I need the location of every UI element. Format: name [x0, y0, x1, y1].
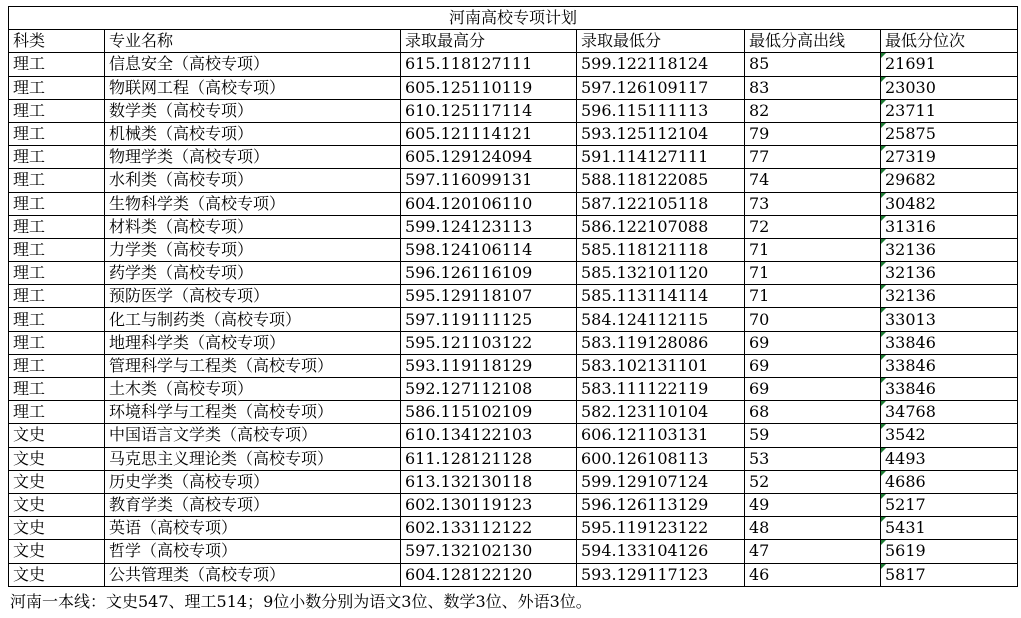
- cell-min-rank[interactable]: 27319: [881, 146, 1018, 169]
- table-row: [9, 285, 1018, 308]
- cell-min-score[interactable]: 593.129117123: [577, 563, 745, 586]
- cell-min-score[interactable]: 585.132101120: [577, 262, 745, 285]
- cell-min-rank[interactable]: 30482: [881, 192, 1018, 215]
- cell-min-rank[interactable]: 31316: [881, 215, 1018, 238]
- cell-category[interactable]: 理工: [9, 378, 105, 401]
- cell-category[interactable]: 理工: [9, 192, 105, 215]
- cell-major-name[interactable]: 信息安全（高校专项）: [105, 53, 401, 76]
- table-row: [9, 401, 1018, 424]
- header-max-score[interactable]: 录取最高分: [401, 30, 577, 53]
- cell-major-name[interactable]: 化工与制药类（高校专项）: [105, 308, 401, 331]
- cell-min-score[interactable]: 600.126108113: [577, 447, 745, 470]
- cell-min-rank[interactable]: 5619: [881, 540, 1018, 563]
- cell-category[interactable]: 理工: [9, 262, 105, 285]
- cell-category[interactable]: 理工: [9, 401, 105, 424]
- cell-min-score[interactable]: 585.113114114: [577, 285, 745, 308]
- cell-major-name[interactable]: 马克思主义理论类（高校专项）: [105, 447, 401, 470]
- cell-min-score[interactable]: 583.102131101: [577, 354, 745, 377]
- cell-max-score[interactable]: 592.127112108: [401, 378, 577, 401]
- table-row: [9, 262, 1018, 285]
- header-row: [9, 30, 1018, 53]
- cell-major-name[interactable]: 公共管理类（高校专项）: [105, 563, 401, 586]
- cell-min-score[interactable]: 586.122107088: [577, 215, 745, 238]
- cell-category[interactable]: 文史: [9, 447, 105, 470]
- table-row: [9, 470, 1018, 493]
- cell-min-rank[interactable]: 34768: [881, 401, 1018, 424]
- cell-category[interactable]: 文史: [9, 517, 105, 540]
- cell-above-line[interactable]: 73: [745, 192, 881, 215]
- cell-min-rank[interactable]: 33846: [881, 378, 1018, 401]
- cell-category[interactable]: 理工: [9, 285, 105, 308]
- cell-category[interactable]: 理工: [9, 169, 105, 192]
- cell-category[interactable]: 文史: [9, 424, 105, 447]
- cell-min-rank[interactable]: 4493: [881, 447, 1018, 470]
- table-row: [9, 99, 1018, 122]
- table-row: [9, 308, 1018, 331]
- cell-max-score[interactable]: 605.129124094: [401, 146, 577, 169]
- cell-major-name[interactable]: 物联网工程（高校专项）: [105, 76, 401, 99]
- cell-min-score[interactable]: 606.121103131: [577, 424, 745, 447]
- cell-above-line[interactable]: 69: [745, 331, 881, 354]
- table-row: [9, 146, 1018, 169]
- cell-above-line[interactable]: 68: [745, 401, 881, 424]
- cell-above-line[interactable]: 74: [745, 169, 881, 192]
- cell-max-score[interactable]: 610.125117114: [401, 99, 577, 122]
- cell-category[interactable]: 理工: [9, 146, 105, 169]
- cell-category[interactable]: 理工: [9, 238, 105, 261]
- table-row: [9, 563, 1018, 586]
- table-row: [9, 517, 1018, 540]
- cell-above-line[interactable]: 79: [745, 122, 881, 145]
- cell-above-line[interactable]: 59: [745, 424, 881, 447]
- cell-category[interactable]: 理工: [9, 76, 105, 99]
- table-row: [9, 424, 1018, 447]
- cell-min-score[interactable]: 595.119123122: [577, 517, 745, 540]
- cell-max-score[interactable]: 595.121103122: [401, 331, 577, 354]
- header-min-score[interactable]: 录取最低分: [577, 30, 745, 53]
- table-row: [9, 192, 1018, 215]
- cell-category[interactable]: 理工: [9, 308, 105, 331]
- cell-above-line[interactable]: 82: [745, 99, 881, 122]
- cell-category[interactable]: 理工: [9, 53, 105, 76]
- cell-min-score[interactable]: 594.133104126: [577, 540, 745, 563]
- table-row: [9, 122, 1018, 145]
- cell-major-name[interactable]: 预防医学（高校专项）: [105, 285, 401, 308]
- table-title[interactable]: 河南高校专项计划: [9, 7, 1018, 30]
- cell-category[interactable]: 理工: [9, 122, 105, 145]
- cell-major-name[interactable]: 哲学（高校专项）: [105, 540, 401, 563]
- cell-major-name[interactable]: 药学类（高校专项）: [105, 262, 401, 285]
- cell-above-line[interactable]: 48: [745, 517, 881, 540]
- cell-above-line[interactable]: 71: [745, 238, 881, 261]
- cell-major-name[interactable]: 材料类（高校专项）: [105, 215, 401, 238]
- cell-min-rank[interactable]: 32136: [881, 262, 1018, 285]
- cell-max-score[interactable]: 602.133112122: [401, 517, 577, 540]
- cell-major-name[interactable]: 土木类（高校专项）: [105, 378, 401, 401]
- cell-min-rank[interactable]: 33846: [881, 354, 1018, 377]
- cell-category[interactable]: 文史: [9, 563, 105, 586]
- cell-max-score[interactable]: 595.129118107: [401, 285, 577, 308]
- cell-max-score[interactable]: 597.119111125: [401, 308, 577, 331]
- cell-min-rank[interactable]: 21691: [881, 53, 1018, 76]
- cell-min-rank[interactable]: 25875: [881, 122, 1018, 145]
- cell-above-line[interactable]: 71: [745, 262, 881, 285]
- cell-above-line[interactable]: 77: [745, 146, 881, 169]
- cell-max-score[interactable]: 599.124123113: [401, 215, 577, 238]
- cell-above-line[interactable]: 71: [745, 285, 881, 308]
- cell-above-line[interactable]: 72: [745, 215, 881, 238]
- cell-category[interactable]: 理工: [9, 354, 105, 377]
- cell-major-name[interactable]: 地理科学类（高校专项）: [105, 331, 401, 354]
- cell-min-score[interactable]: 593.125112104: [577, 122, 745, 145]
- cell-max-score[interactable]: 610.134122103: [401, 424, 577, 447]
- cell-min-score[interactable]: 583.111122119: [577, 378, 745, 401]
- header-min-rank[interactable]: 最低分位次: [881, 30, 1018, 53]
- header-category[interactable]: 科类: [9, 30, 105, 53]
- table-row: [9, 331, 1018, 354]
- cell-min-rank[interactable]: 5817: [881, 563, 1018, 586]
- cell-category[interactable]: 理工: [9, 331, 105, 354]
- header-above-line[interactable]: 最低分高出线: [745, 30, 881, 53]
- cell-min-rank[interactable]: 33846: [881, 331, 1018, 354]
- table-row: [9, 354, 1018, 377]
- cell-major-name[interactable]: 水利类（高校专项）: [105, 169, 401, 192]
- cell-above-line[interactable]: 70: [745, 308, 881, 331]
- cell-max-score[interactable]: 615.118127111: [401, 53, 577, 76]
- cell-min-rank[interactable]: 3542: [881, 424, 1018, 447]
- table-row: [9, 540, 1018, 563]
- table-row: [9, 378, 1018, 401]
- cell-min-score[interactable]: 588.118122085: [577, 169, 745, 192]
- cell-max-score[interactable]: 586.115102109: [401, 401, 577, 424]
- cell-category[interactable]: 理工: [9, 99, 105, 122]
- cell-min-score[interactable]: 583.119128086: [577, 331, 745, 354]
- cell-max-score[interactable]: 613.132130118: [401, 470, 577, 493]
- cell-major-name[interactable]: 中国语言文学类（高校专项）: [105, 424, 401, 447]
- cell-min-score[interactable]: 596.126113129: [577, 493, 745, 516]
- admission-table: [8, 6, 1018, 587]
- cell-min-rank[interactable]: 4686: [881, 470, 1018, 493]
- cell-category[interactable]: 理工: [9, 215, 105, 238]
- cell-major-name[interactable]: 生物科学类（高校专项）: [105, 192, 401, 215]
- cell-min-rank[interactable]: 29682: [881, 169, 1018, 192]
- table-row: [9, 169, 1018, 192]
- cell-major-name[interactable]: 机械类（高校专项）: [105, 122, 401, 145]
- cell-major-name[interactable]: 物理学类（高校专项）: [105, 146, 401, 169]
- cell-max-score[interactable]: 605.125110119: [401, 76, 577, 99]
- cell-above-line[interactable]: 83: [745, 76, 881, 99]
- table-row: [9, 76, 1018, 99]
- cell-min-rank[interactable]: 23030: [881, 76, 1018, 99]
- cell-min-rank[interactable]: 32136: [881, 238, 1018, 261]
- cell-major-name[interactable]: 环境科学与工程类（高校专项）: [105, 401, 401, 424]
- cell-above-line[interactable]: 85: [745, 53, 881, 76]
- header-major-name[interactable]: 专业名称: [105, 30, 401, 53]
- cell-major-name[interactable]: 数学类（高校专项）: [105, 99, 401, 122]
- cell-major-name[interactable]: 教育学类（高校专项）: [105, 493, 401, 516]
- cell-min-score[interactable]: 591.114127111: [577, 146, 745, 169]
- cell-max-score[interactable]: 593.119118129: [401, 354, 577, 377]
- cell-max-score[interactable]: 605.121114121: [401, 122, 577, 145]
- cell-major-name[interactable]: 力学类（高校专项）: [105, 238, 401, 261]
- cell-max-score[interactable]: 597.132102130: [401, 540, 577, 563]
- cell-min-rank[interactable]: 23711: [881, 99, 1018, 122]
- cell-category[interactable]: 文史: [9, 493, 105, 516]
- cell-min-score[interactable]: 599.129107124: [577, 470, 745, 493]
- cell-above-line[interactable]: 46: [745, 563, 881, 586]
- cell-category[interactable]: 文史: [9, 540, 105, 563]
- cell-above-line[interactable]: 49: [745, 493, 881, 516]
- cell-min-score[interactable]: 584.124112115: [577, 308, 745, 331]
- cell-max-score[interactable]: 604.120106110: [401, 192, 577, 215]
- table-row: [9, 447, 1018, 470]
- footnote: 河南一本线：文史547、理工514；9位小数分别为语文3位、数学3位、外语3位。: [10, 592, 592, 611]
- cell-min-rank[interactable]: 33013: [881, 308, 1018, 331]
- table-row: [9, 53, 1018, 76]
- cell-min-score[interactable]: 599.122118124: [577, 53, 745, 76]
- cell-above-line[interactable]: 47: [745, 540, 881, 563]
- cell-above-line[interactable]: 69: [745, 378, 881, 401]
- cell-min-rank[interactable]: 5431: [881, 517, 1018, 540]
- cell-min-rank[interactable]: 32136: [881, 285, 1018, 308]
- cell-min-score[interactable]: 582.123110104: [577, 401, 745, 424]
- cell-min-rank[interactable]: 5217: [881, 493, 1018, 516]
- title-row: [9, 7, 1018, 30]
- cell-category[interactable]: 文史: [9, 470, 105, 493]
- cell-max-score[interactable]: 602.130119123: [401, 493, 577, 516]
- cell-above-line[interactable]: 52: [745, 470, 881, 493]
- cell-major-name[interactable]: 管理科学与工程类（高校专项）: [105, 354, 401, 377]
- cell-above-line[interactable]: 53: [745, 447, 881, 470]
- cell-max-score[interactable]: 611.128121128: [401, 447, 577, 470]
- table-row: [9, 238, 1018, 261]
- cell-major-name[interactable]: 历史学类（高校专项）: [105, 470, 401, 493]
- cell-min-score[interactable]: 587.122105118: [577, 192, 745, 215]
- cell-max-score[interactable]: 604.128122120: [401, 563, 577, 586]
- cell-min-score[interactable]: 597.126109117: [577, 76, 745, 99]
- cell-max-score[interactable]: 596.126116109: [401, 262, 577, 285]
- cell-min-score[interactable]: 585.118121118: [577, 238, 745, 261]
- table-row: [9, 493, 1018, 516]
- cell-major-name[interactable]: 英语（高校专项）: [105, 517, 401, 540]
- table-row: [9, 215, 1018, 238]
- cell-min-score[interactable]: 596.115111113: [577, 99, 745, 122]
- cell-max-score[interactable]: 597.116099131: [401, 169, 577, 192]
- cell-above-line[interactable]: 69: [745, 354, 881, 377]
- cell-max-score[interactable]: 598.124106114: [401, 238, 577, 261]
